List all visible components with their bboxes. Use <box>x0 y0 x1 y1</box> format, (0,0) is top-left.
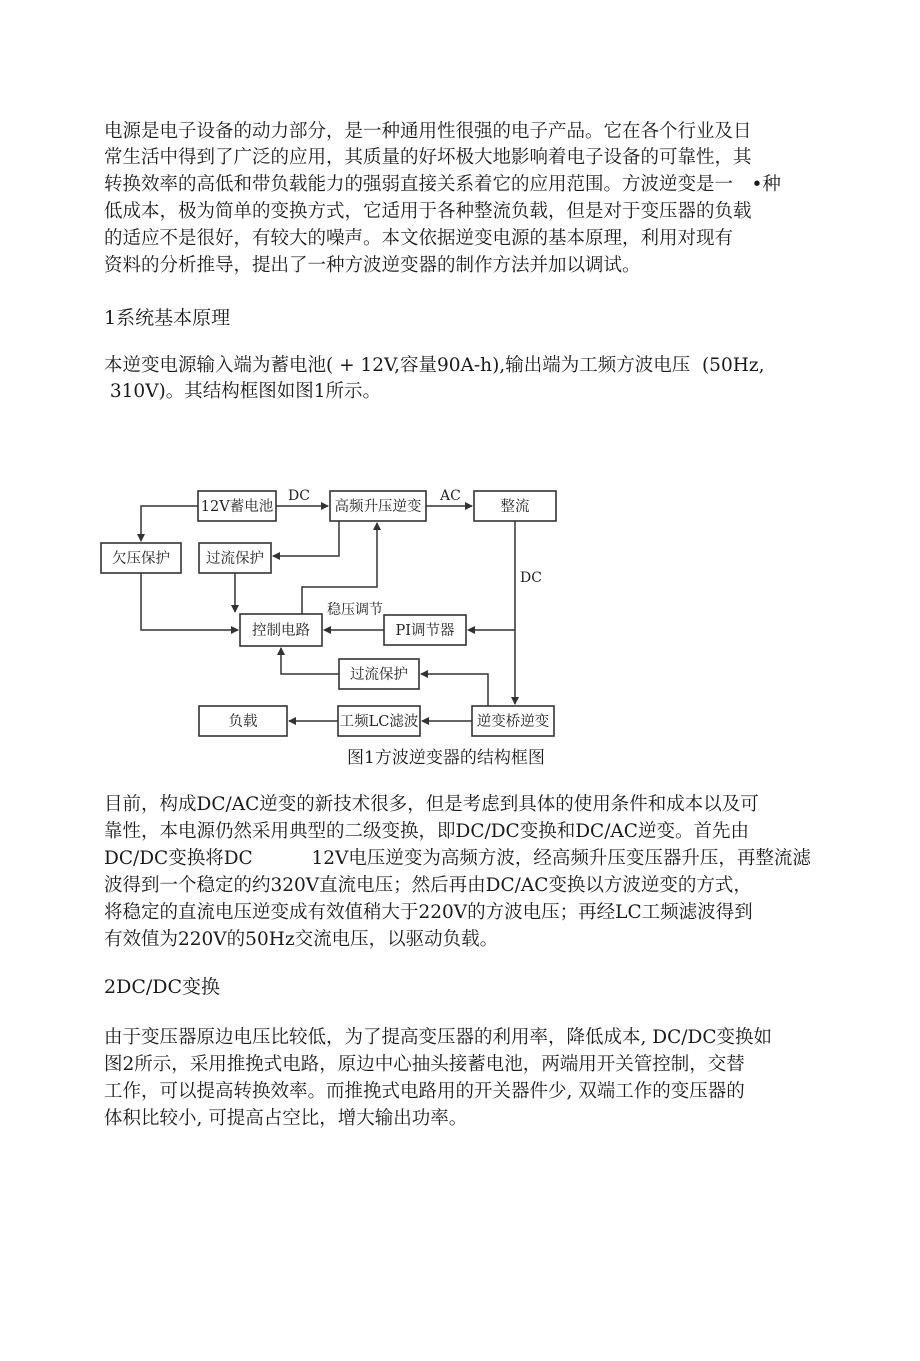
box-overcurrent-2-label: 过流保护 <box>350 667 408 683</box>
box-overcurrent-1-label: 过流保护 <box>206 551 264 567</box>
box-pi-label: PI调节器 <box>395 623 455 639</box>
text-line: 有效值为220V的50Hz交流电压，以驱动负载。 <box>104 929 499 950</box>
box-load-label: 负载 <box>228 714 258 730</box>
text-line: 的适应不是很好，有较大的噪声。本文依据逆变电源的基本原理，利用对现有 <box>104 228 734 249</box>
box-pi <box>384 615 466 645</box>
text-line: 资料的分析推导，提出了一种方波逆变器的制作方法并加以调试。 <box>104 255 641 276</box>
text-line: 由于变压器原边电压比较低，为了提高变压器的利用率，降低成本, DC/DC变换如 <box>104 1027 772 1048</box>
box-bridge <box>472 706 554 736</box>
box-bridge-label: 逆变桥逆变 <box>476 714 550 730</box>
text-line: 波得到一个稳定的约320V直流电压；然后再由DC/AC变换以方波逆变的方式， <box>104 875 752 896</box>
box-rectifier <box>474 491 556 521</box>
box-control-label: 控制电路 <box>252 623 310 639</box>
label-dc-2: DC <box>520 570 542 586</box>
block-diagram <box>95 478 565 743</box>
box-lc-filter <box>338 706 420 736</box>
box-undervolt-label: 欠压保护 <box>112 551 170 567</box>
box-battery <box>198 491 276 521</box>
box-overcurrent-1 <box>199 543 271 573</box>
text-line: 靠性，本电源仍然采用典型的二级变换，即DC/DC变换和DC/AC逆变。首先由 <box>104 821 749 842</box>
text-line: 低成本，极为简单的变换方式，它适用于各种整流负载，但是对于变压器的负载 <box>104 201 752 222</box>
figure-caption: 图1方波逆变器的结构框图 <box>347 748 545 768</box>
box-undervolt <box>101 543 181 573</box>
box-overcurrent-2 <box>339 659 419 689</box>
text-line: 将稳定的直流电压逆变成有效值稍大于220V的方波电压；再经LC工频滤波得到 <box>104 902 753 923</box>
box-rectifier-label: 整流 <box>500 499 530 515</box>
label-regulation: 稳压调节 <box>327 602 383 618</box>
box-hf-boost-label: 高频升压逆变 <box>334 499 422 515</box>
text-line: 常生活中得到了广泛的应用，其质量的好坏极大地影响着电子设备的可靠性，其 <box>104 147 752 168</box>
label-dc-1: DC <box>288 488 310 504</box>
section-heading: 2DC/DC变换 <box>104 976 221 998</box>
text-line: 工作，可以提高转换效率。而推挽式电路用的开关器件少, 双端工作的变压器的 <box>104 1081 745 1102</box>
text-line: 本逆变电源输入端为蓄电池( + 12V,容量90A-h),输出端为工频方波电压 (50Hz, <box>104 355 765 376</box>
text-line: 310V)。其结构框图如图1所示。 <box>104 381 382 402</box>
text-line: 电源是电子设备的动力部分，是一种通用性很强的电子产品。它在各个行业及日 <box>104 121 752 142</box>
text-line: 目前，构成DC/AC逆变的新技术很多，但是考虑到具体的使用条件和成本以及可 <box>104 794 759 815</box>
text-line: DC/DC变换将DC 12V电压逆变为高频方波，经高频升压变压器升压，再整流滤 <box>104 848 811 869</box>
text-line: 转换效率的高低和带负载能力的强弱直接关系着它的应用范围。方波逆变是一 •种 <box>104 174 781 195</box>
box-load <box>199 706 287 736</box>
section-heading: 1系统基本原理 <box>104 307 231 329</box>
box-battery-label: 12V蓄电池 <box>200 499 274 515</box>
box-lc-filter-label: 工频LC滤波 <box>339 714 419 730</box>
label-ac: AC <box>440 488 461 504</box>
box-control <box>240 614 322 646</box>
text-line: 图2所示，采用推挽式电路，原边中心抽头接蓄电池，两端用开关管控制，交替 <box>104 1054 745 1075</box>
text-line: 体积比较小, 可提高占空比，增大输出功率。 <box>104 1108 468 1129</box>
box-hf-boost <box>330 491 426 521</box>
